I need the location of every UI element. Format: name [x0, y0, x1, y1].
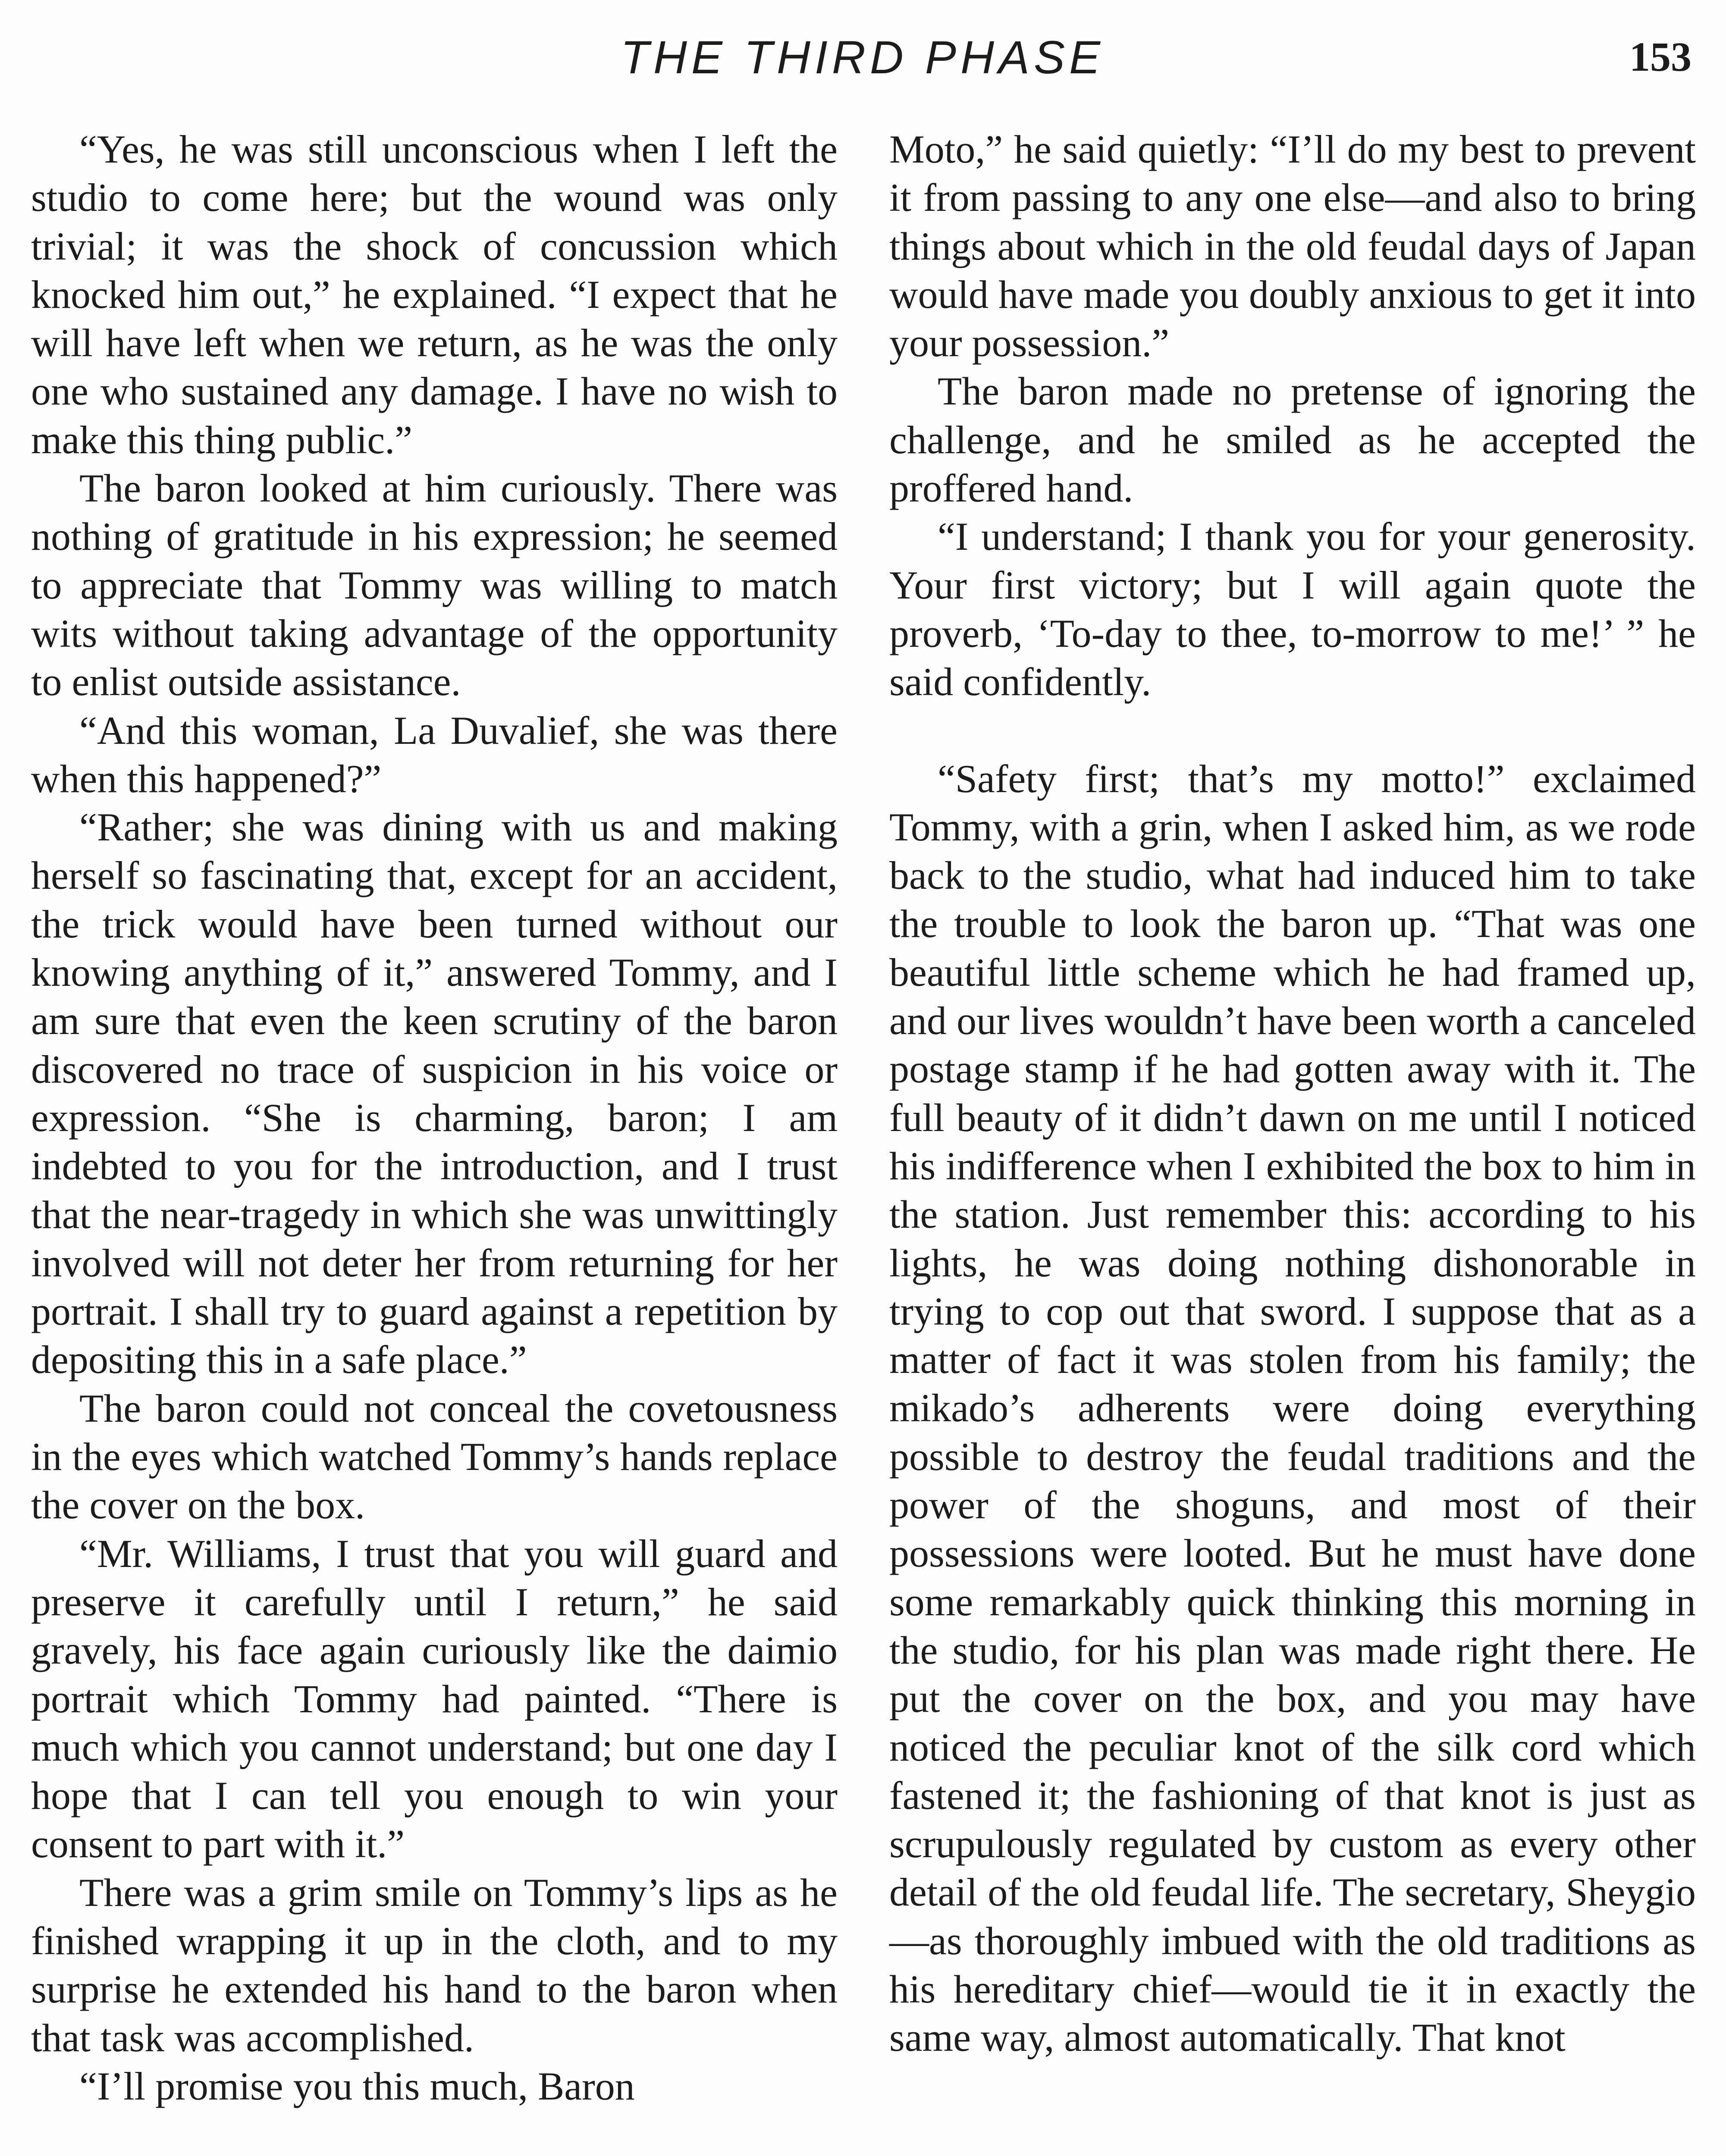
paragraph: The baron looked at him curiously. There was nothing of gratitude in his expression; he seemed to appreciate that Tommy was willing to match wits without taking advantage of the opportunity to enlist outside assistance. — [31, 466, 838, 704]
paragraph: “I understand; I thank you for your generosity. Your first victory; but I will again quote the proverb, ‘To-day to thee, to-morrow to me!’ ” he said confidently. — [889, 514, 1696, 704]
paragraph: “Yes, he was still unconscious when I left the studio to come here; but the wound was only trivial; it was the shock of concussion which knocked him out,” he explained. “I expect that he will have left when we return, as he was the only one who sustained any damage. I have no wish to make this thing public.” — [31, 127, 838, 462]
paragraph: “Mr. Williams, I trust that you will guard and preserve it carefully until I return,” he said gravely, his face again curiously like the daimio portrait which Tommy had painted. “There is much which you cannot understand; but one day I hope that I can tell you enough to win your consent to part with it.” — [31, 1531, 838, 1866]
paragraph: The baron made no pretense of ignoring the challenge, and he smiled as he accepted the proffered hand. — [889, 369, 1696, 511]
left-column — [31, 125, 838, 2110]
running-title: THE THIRD PHASE — [620, 31, 1105, 83]
paragraph-continuation: Moto,” he said quietly: “I’ll do my best to prevent it from passing to any one else—and also to bring things about which in the old feudal days of Japan would have made you doubly anxious to get it into your possession.” — [889, 127, 1696, 365]
paragraph: “Safety first; that’s my motto!” exclaimed Tommy, with a grin, when I asked him, as we rode back to the studio, what had induced him to take the trouble to look the baron up. “That was one beautiful little scheme which he had framed up, and our lives wouldn’t have been worth a canceled postage stamp if he had gotten away with it. The full beauty of it didn’t dawn on me until I noticed his indifference when I exhibited the box to him in the station. Just remember this: according to his lights, he was doing nothing dishonorable in trying to cop out that sword. I suppose that as a matter of fact it was stolen from his family; the mikado’s adherents were doing everything possible to destroy the feudal traditions and the power of the shoguns, and most of their possessions were looted. But he must have done some remarkably quick thinking this morning in the studio, for his plan was made right there. He put the cover on the box, and you may have noticed the peculiar knot of the silk cord which fastened it; the fashioning of that knot is just as scrupulously regulated by custom as every other detail of the old feudal life. The secretary, Sheygio—as thoroughly imbued with the old traditions as his hereditary chief—would tie it in exactly the same way, almost automatically. That knot — [889, 756, 1696, 2060]
paragraph: “And this woman, La Duvalief, she was there when this happened?” — [31, 708, 838, 801]
page-header — [0, 30, 1726, 99]
paragraph: “Rather; she was dining with us and making herself so fascinating that, except for an accident, the trick would have been turned without our knowing anything of it,” answered Tommy, and I am sure that even the keen scrutiny of the baron discovered no trace of suspicion in his voice or expression. “She is charming, baron; I am indebted to you for the introduction, and I trust that the near-tragedy in which she was unwittingly involved will not deter her from returning for her portrait. I shall try to guard against a repetition by depositing this in a safe place.” — [31, 805, 838, 1382]
paragraph: The baron could not conceal the covetousness in the eyes which watched Tommy’s hands replace the cover on the box. — [31, 1386, 838, 1527]
paragraph: “I’ll promise you this much, Baron — [79, 2064, 635, 2108]
right-column — [889, 125, 1696, 2062]
paragraph: There was a grim smile on Tommy’s lips as he finished wrapping it up in the cloth, and to my surprise he extended his hand to the baron when that task was accomplished. — [31, 1870, 838, 2060]
page-number: 153 — [1629, 34, 1691, 80]
